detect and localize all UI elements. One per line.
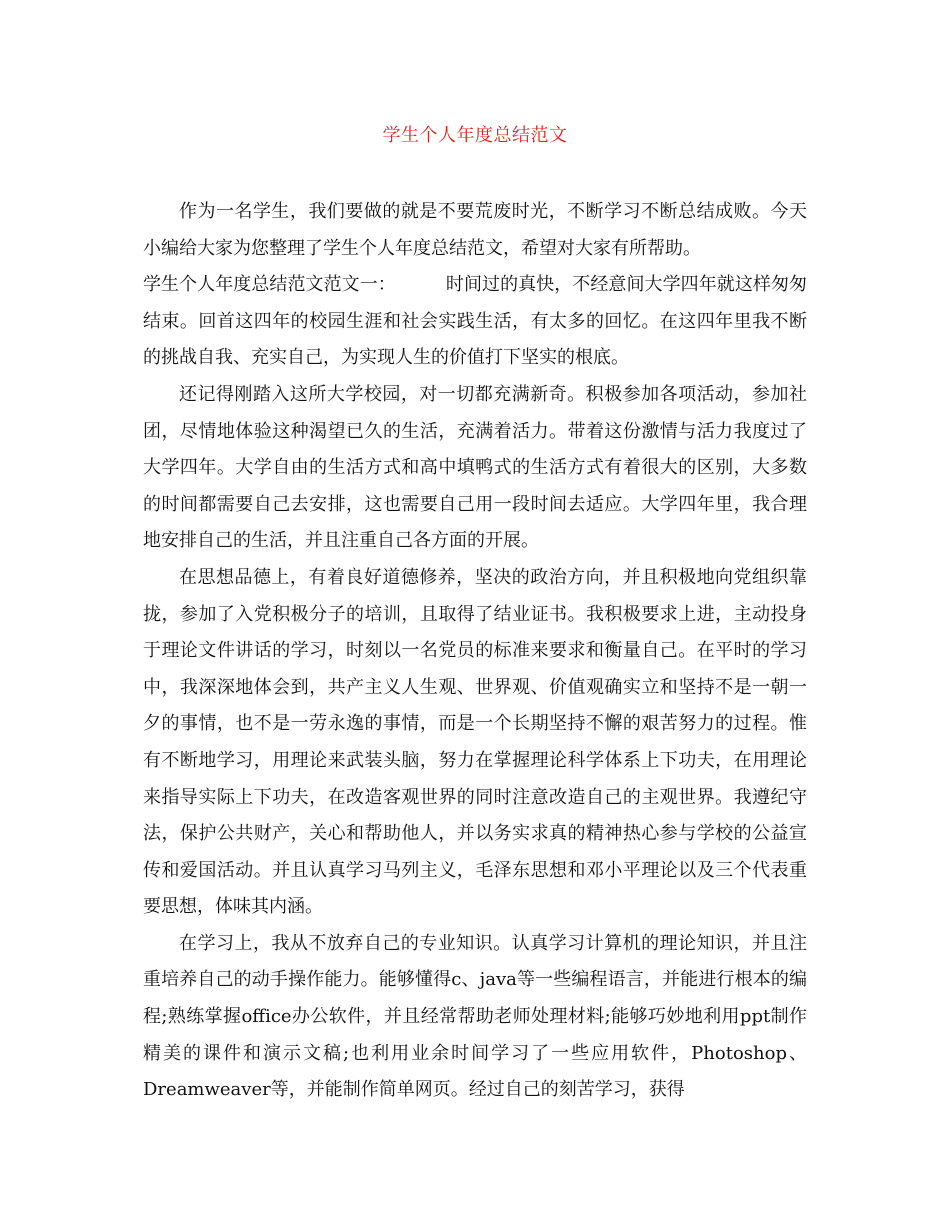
sample-paragraph	[143, 267, 807, 377]
sample-heading: 学生个人年度总结范文范文一：	[143, 274, 396, 296]
morality-paragraph: 在思想品德上，有着良好道德修养，坚决的政治方向，并且积极地向党组织靠拢，参加了入党积极分子的培训，且取得了结业证书。我积极要求上进，主动投身于理论文件讲话的学习，时刻以一名党员的标准来要求和衡量自己。在平时的学习中，我深深地体会到，共产主义人生观、世界观、价值观确实立和坚持不是一朝一夕的事情，也不是一劳永逸的事情，而是一个长期坚持不懈的艰苦努力的过程。惟有不断地学习，用理论来武装头脑，努力在掌握理论科学体系上下功夫，在用理论来指导实际上下功夫，在改造客观世界的同时注意改造自己的主观世界。我遵纪守法，保护公共财产，关心和帮助他人，并以务实求真的精神热心参与学校的公益宣传和爱国活动。并且认真学习马列主义，毛泽东思想和邓小平理论以及三个代表重要思想，体味其内涵。	[143, 566, 807, 918]
sample-start-text: 时间过的真快，不经意间大学四年就这样匆匆结束。回首这四年的校园生涯和社会实践生活，有太多的回忆。在这四年里我不断的挑战自我、充实自己，为实现人生的价值打下坚实的根底。	[143, 274, 808, 369]
document-body	[143, 194, 807, 1109]
campus-life-paragraph: 还记得刚踏入这所大学校园，对一切都充满新奇。积极参加各项活动，参加社团，尽情地体验这种渴望已久的生活，充满着活力。带着这份激情与活力我度过了大学四年。大学自由的生活方式和高中填鸭式的生活方式有着很大的区别，大多数的时间都需要自己去安排，这也需要自己用一段时间去适应。大学四年里，我合理地安排自己的生活，并且注重自己各方面的开展。	[143, 383, 807, 552]
document-title: 学生个人年度总结范文	[382, 125, 568, 146]
study-paragraph: 在学习上，我从不放弃自己的专业知识。认真学习计算机的理论知识，并且注重培养自己的动手操作能力。能够懂得c、java等一些编程语言，并能进行根本的编程;熟练掌握office办公软件，并且经常帮助老师处理材料;能够巧妙地利用ppt制作精美的课件和演示文稿;也利用业余时间学习了一些应用软件，Photoshop、Dreamweaver等，并能制作简单网页。经过自己的刻苦学习，获得	[143, 932, 807, 1101]
intro-paragraph: 作为一名学生，我们要做的就是不要荒废时光，不断学习不断总结成败。今天小编给大家为您整理了学生个人年度总结范文，希望对大家有所帮助。	[143, 201, 807, 259]
